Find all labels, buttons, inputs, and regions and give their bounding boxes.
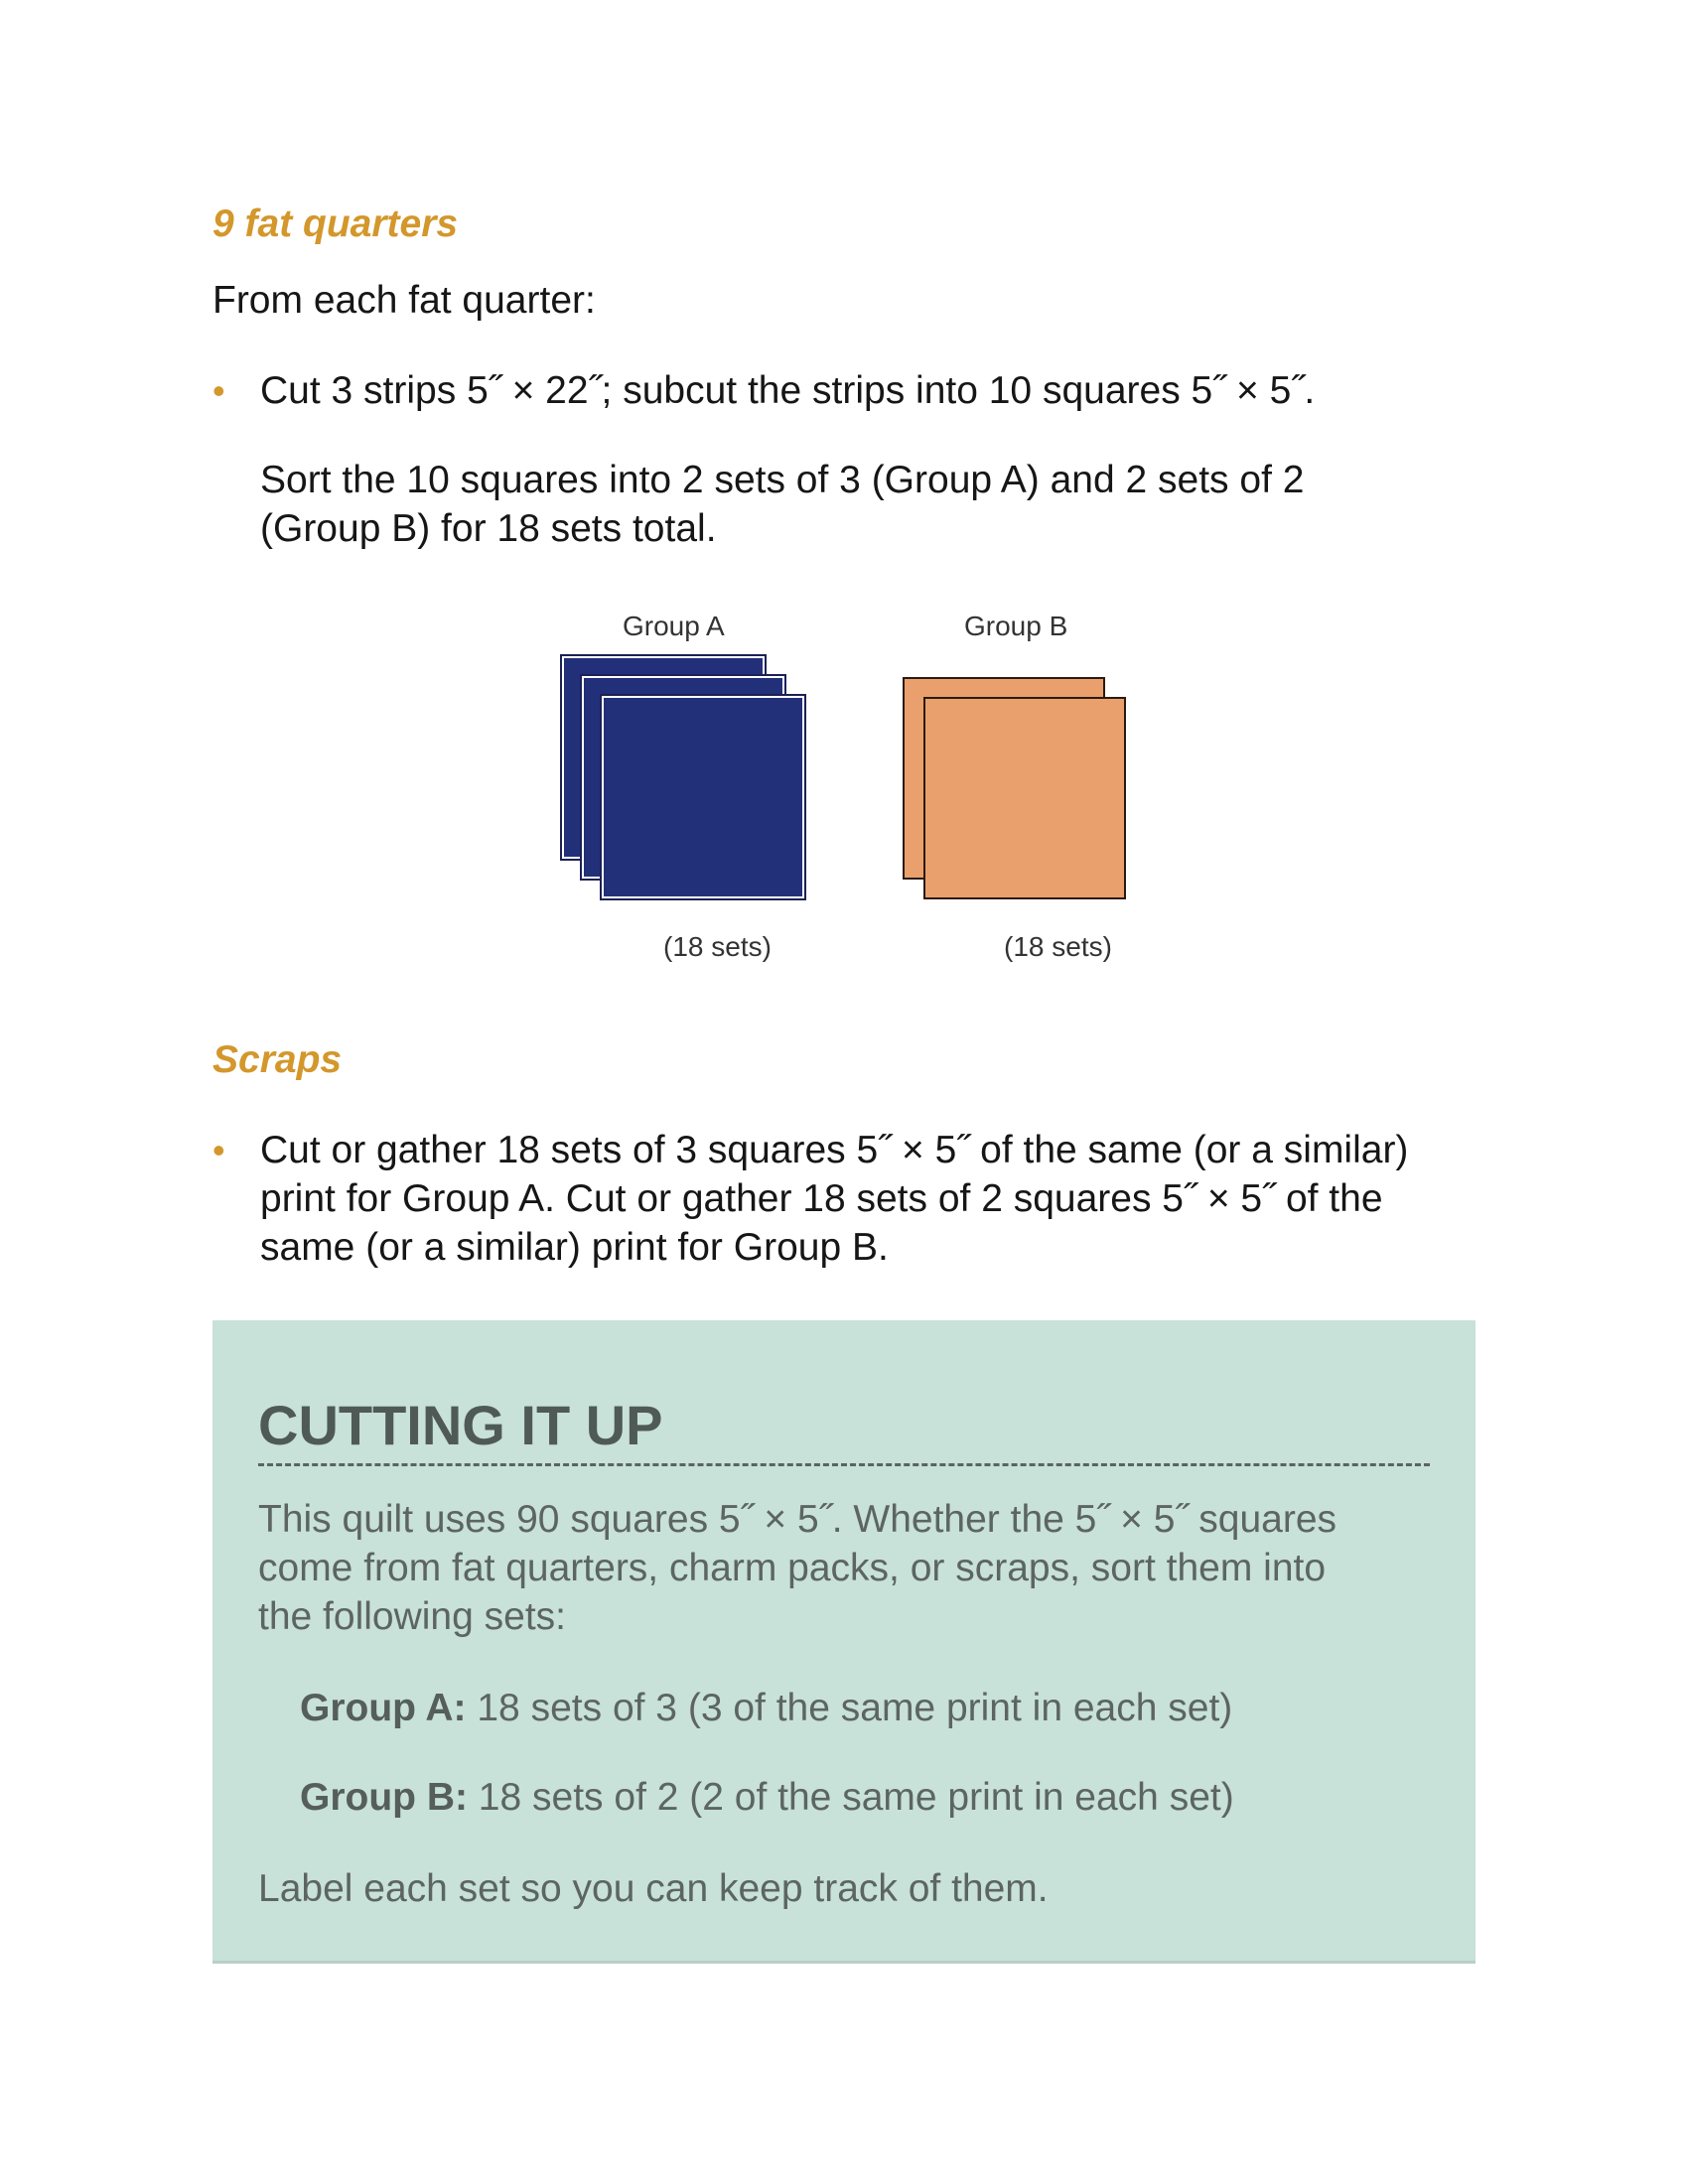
group-b-description: 18 sets of 2 (2 of the same print in each set) [467,1776,1234,1819]
cutting-it-up-callout [212,1320,1476,1964]
group-a-square-front [602,696,804,898]
sort-instruction-line-1: Sort the 10 squares into 2 sets of 3 (Group A) and 2 sets of 2 [260,459,1305,501]
group-a-caption: (18 sets) [663,931,772,962]
list-item-text-line-1: Cut or gather 18 sets of 3 squares 5˝ × 5˝ of the same (or a similar) [260,1129,1409,1171]
group-b-term: Group B: [300,1776,468,1819]
bullet-icon: • [212,370,225,411]
group-a-square-back [562,656,765,859]
bullet-icon: • [212,1130,225,1170]
callout-text-line-1: This quilt uses 90 squares 5˝ × 5˝. Whether the 5˝ × 5˝ squares [258,1498,1337,1541]
list-item-text: Cut 3 strips 5˝ × 22˝; subcut the strips into 10 squares 5˝ × 5˝. [260,369,1316,412]
callout-title: CUTTING IT UP [258,1394,663,1456]
list-item-text-line-2: print for Group A. Cut or gather 18 sets of 2 squares 5˝ × 5˝ of the [260,1177,1383,1220]
list-item-scraps [212,1126,1503,1272]
callout-group-a [300,1684,1232,1732]
sort-instruction-line-2: (Group B) for 18 sets total. [260,507,717,550]
section-heading-scraps: Scraps [212,1038,343,1081]
list-item-text-line-3: same (or a similar) print for Group B. [260,1226,889,1269]
group-a-description: 18 sets of 3 (3 of the same print in each set) [466,1687,1233,1729]
group-a-label: Group A [623,611,725,641]
callout-text-line-3: the following sets: [258,1595,567,1638]
callout-footer: Label each set so you can keep track of them. [258,1867,1049,1910]
group-a-term: Group A: [300,1687,467,1729]
fat-quarters-intro: From each fat quarter: [212,279,596,322]
list-item-cut-strips [212,366,1503,415]
group-b-label: Group B [964,611,1068,641]
group-b-square-back [903,677,1105,880]
group-b-square-front [923,697,1126,899]
group-a-square-middle [582,676,784,879]
group-b-caption: (18 sets) [1004,931,1112,962]
callout-divider [258,1463,1430,1466]
callout-text-line-2: come from fat quarters, charm packs, or scraps, sort them into [258,1547,1327,1589]
section-heading-fat-quarters: 9 fat quarters [212,203,459,245]
callout-group-b [300,1773,1234,1822]
